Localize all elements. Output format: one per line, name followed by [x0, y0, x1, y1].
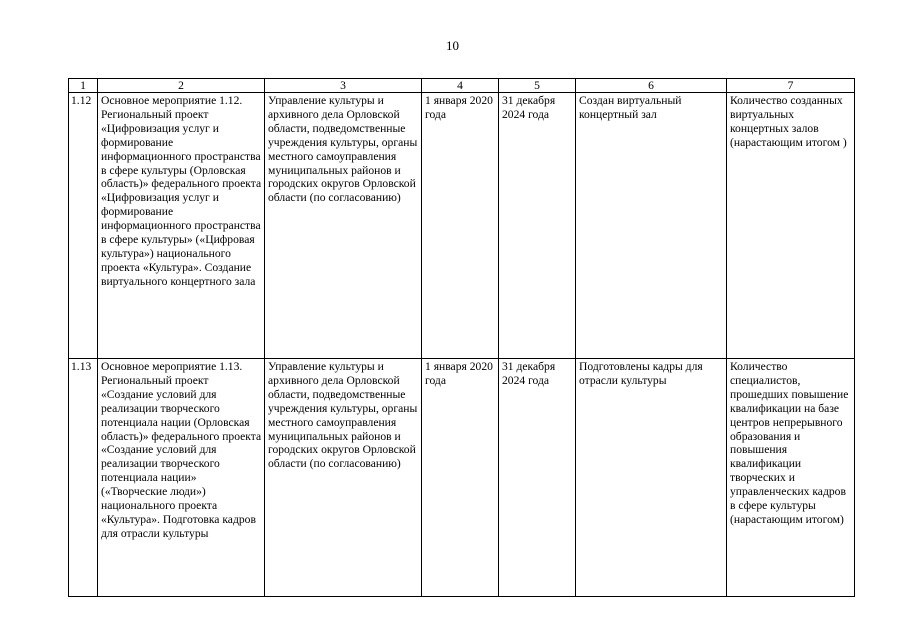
program-activities-table	[68, 78, 855, 597]
result-cell: Создан виртуальный концертный зал	[576, 93, 727, 359]
table-row	[69, 359, 855, 597]
column-header: 4	[422, 79, 499, 93]
column-header: 5	[499, 79, 576, 93]
row-number: 1.13	[69, 359, 98, 597]
start-date-cell: 1 января 2020 года	[422, 359, 499, 597]
start-date-cell: 1 января 2020 года	[422, 93, 499, 359]
row-number: 1.12	[69, 93, 98, 359]
indicator-cell: Количество специалистов, прошедших повышение квалификации на базе центров непрерывного образования и повышения квалификации творческих и управленческих кадров в сфере культуры (нарастающим итогом)	[727, 359, 855, 597]
table-header-row	[69, 79, 855, 93]
executor-cell: Управление культуры и архивного дела Орловской области, подведомственные учреждения культуры, органы местного самоуправления муниципальных районов и городских округов Орловской области (по согласованию)	[265, 359, 422, 597]
activity-cell: Основное мероприятие 1.13. Региональный проект «Создание условий для реализации творческого потенциала нации (Орловская область)» федерального проекта «Создание условий для реализации творческого потенциала нации» («Творческие люди») национального проекта «Культура». Подготовка кадров для отрасли культуры	[98, 359, 265, 597]
column-header: 6	[576, 79, 727, 93]
column-header: 2	[98, 79, 265, 93]
table-row	[69, 93, 855, 359]
result-cell: Подготовлены кадры для отрасли культуры	[576, 359, 727, 597]
end-date-cell: 31 декабря 2024 года	[499, 359, 576, 597]
executor-cell: Управление культуры и архивного дела Орловской области, подведомственные учреждения культуры, органы местного самоуправления муниципальных районов и городских округов Орловской области (по согласованию)	[265, 93, 422, 359]
column-header: 3	[265, 79, 422, 93]
activity-cell: Основное мероприятие 1.12. Региональный проект «Цифровизация услуг и формирование информационного пространства в сфере культуры (Орловская область)» федерального проекта «Цифровизация услуг и формирование информационного пространства в сфере культуры» («Цифровая культура») национального проекта «Культура». Создание виртуального концертного зала	[98, 93, 265, 359]
indicator-cell: Количество созданных виртуальных концертных залов (нарастающим итогом )	[727, 93, 855, 359]
column-header: 1	[69, 79, 98, 93]
column-header: 7	[727, 79, 855, 93]
page-number: 10	[446, 38, 459, 53]
end-date-cell: 31 декабря 2024 года	[499, 93, 576, 359]
